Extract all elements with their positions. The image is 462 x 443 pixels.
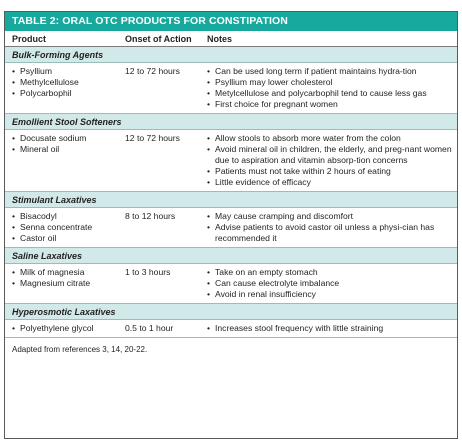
note-item: • Patients must not take within 2 hours of eating xyxy=(207,166,453,177)
table-title: TABLE 2: ORAL OTC PRODUCTS FOR CONSTIPATION xyxy=(5,12,457,31)
category-header: Saline Laxatives xyxy=(5,248,457,264)
product-item: • Bisacodyl xyxy=(12,211,119,222)
note-item: • Advise patients to avoid castor oil unless a physi-cian has recommended it xyxy=(207,222,453,244)
notes-cell xyxy=(201,323,457,334)
notes-cell xyxy=(201,267,457,300)
product-item: • Psyllium xyxy=(12,66,119,77)
onset-cell: 8 to 12 hours xyxy=(125,211,176,221)
product-cell xyxy=(5,323,119,334)
table-row xyxy=(5,208,457,248)
note-item: • Psyllium may lower cholesterol xyxy=(207,77,453,88)
table-row xyxy=(5,320,457,338)
onset-cell: 12 to 72 hours xyxy=(125,133,180,143)
note-item: • Avoid mineral oil in children, the elderly, and preg-nant women due to aspiration and vitamin absorp-tion concerns xyxy=(207,144,453,166)
notes-cell xyxy=(201,211,457,244)
note-item: • Little evidence of efficacy xyxy=(207,177,453,188)
table-row xyxy=(5,63,457,114)
product-cell xyxy=(5,211,119,244)
category-header: Hyperosmotic Laxatives xyxy=(5,304,457,320)
table-row xyxy=(5,264,457,304)
product-item: • Mineral oil xyxy=(12,144,119,155)
note-item: • First choice for pregnant women xyxy=(207,99,453,110)
product-item: • Polycarbophil xyxy=(12,88,119,99)
onset-cell: 1 to 3 hours xyxy=(125,267,171,277)
header-product: Product xyxy=(12,34,47,44)
note-item: • Take on an empty stomach xyxy=(207,267,453,278)
category-header: Stimulant Laxatives xyxy=(5,192,457,208)
notes-cell xyxy=(201,66,457,110)
table-body xyxy=(5,47,457,338)
table-row xyxy=(5,130,457,192)
note-item: • Allow stools to absorb more water from the colon xyxy=(207,133,453,144)
product-cell xyxy=(5,66,119,110)
note-item: • Avoid in renal insufficiency xyxy=(207,289,453,300)
product-item: • Castor oil xyxy=(12,233,119,244)
product-item: • Milk of magnesia xyxy=(12,267,119,278)
note-item: • Can cause electrolyte imbalance xyxy=(207,278,453,289)
header-notes: Notes xyxy=(207,34,233,44)
onset-cell: 0.5 to 1 hour xyxy=(125,323,174,333)
onset-cell: 12 to 72 hours xyxy=(125,66,180,76)
note-item: • Increases stool frequency with little straining xyxy=(207,323,453,334)
product-item: • Magnesium citrate xyxy=(12,278,119,289)
note-item: • May cause cramping and discomfort xyxy=(207,211,453,222)
header-onset: Onset of Action xyxy=(125,34,192,44)
column-header-row xyxy=(5,31,457,47)
notes-cell xyxy=(201,133,457,188)
note-item: • Metylcellulose and polycarbophil tend to cause less gas xyxy=(207,88,453,99)
product-item: • Senna concentrate xyxy=(12,222,119,233)
product-cell xyxy=(5,267,119,300)
product-item: • Methylcellulose xyxy=(12,77,119,88)
product-item: • Docusate sodium xyxy=(12,133,119,144)
product-item: • Polyethylene glycol xyxy=(12,323,119,334)
table-footnote: Adapted from references 3, 14, 20-22. xyxy=(12,345,148,354)
product-cell xyxy=(5,133,119,188)
constipation-products-table xyxy=(4,11,458,439)
category-header: Bulk-Forming Agents xyxy=(5,47,457,63)
category-header: Emollient Stool Softeners xyxy=(5,114,457,130)
note-item: • Can be used long term if patient maintains hydra-tion xyxy=(207,66,453,77)
